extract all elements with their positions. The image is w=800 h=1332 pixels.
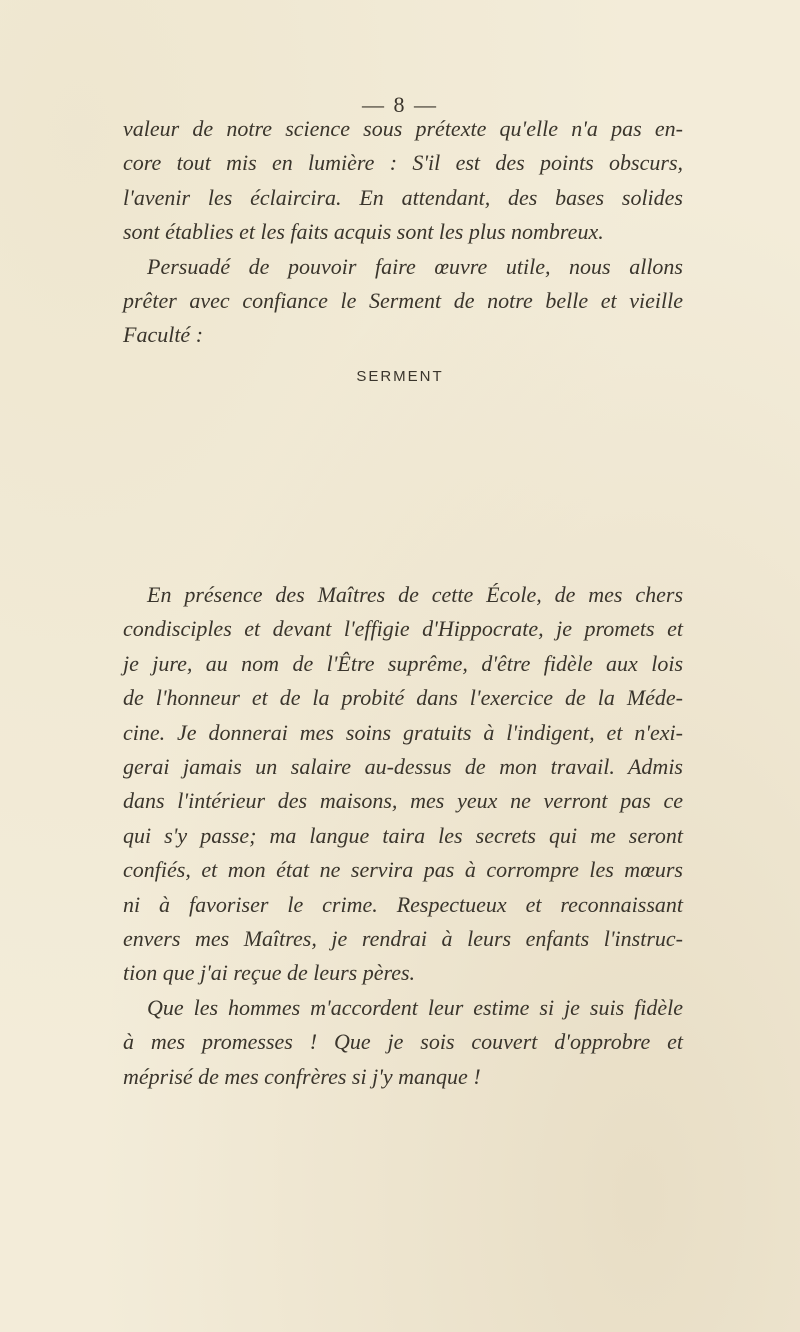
oath-line: à mes promesses ! Que je sois couvert d'opprobre et [123, 1029, 683, 1055]
oath-line: je jure, au nom de l'Être suprême, d'être fidèle aux lois [123, 650, 683, 676]
oath-heading: SERMENT [356, 368, 444, 385]
page-number: — 8 — [362, 92, 438, 117]
oath-line: méprisé de mes confrères si j'y manque ! [123, 1063, 481, 1089]
oath-line: de l'honneur et de la probité dans l'exercice de la Méde- [123, 685, 683, 711]
oath-line: envers mes Maîtres, je rendrai à leurs enfants l'instruc- [123, 926, 683, 952]
intro-line: Persuadé de pouvoir faire œuvre utile, nous allons [147, 253, 683, 279]
oath-line: gerai jamais un salaire au-dessus de mon travail. Admis [123, 754, 683, 780]
intro-line: l'avenir les éclaircira. En attendant, des bases solides [123, 184, 683, 210]
oath-line: ni à favoriser le crime. Respectueux et reconnaissant [123, 891, 683, 917]
intro-paragraph [123, 112, 683, 353]
oath-line: dans l'intérieur des maisons, mes yeux ne verront pas ce [123, 788, 683, 814]
intro-line: Faculté : [123, 322, 204, 348]
intro-line: sont établies et les faits acquis sont les plus nombreux. [123, 219, 604, 245]
intro-line: prêter avec confiance le Serment de notre belle et vieille [123, 288, 683, 314]
oath-line: confiés, et mon état ne servira pas à corrompre les mœurs [123, 857, 683, 883]
oath-line: Que les hommes m'accordent leur estime si je suis fidèle [147, 994, 683, 1020]
oath-paragraph [123, 578, 683, 1094]
intro-line: core tout mis en lumière : S'il est des points obscurs, [123, 150, 683, 176]
oath-line: tion que j'ai reçue de leurs pères. [123, 960, 416, 986]
oath-line: qui s'y passe; ma langue taira les secrets qui me seront [123, 822, 683, 848]
intro-line: valeur de notre science sous prétexte qu'elle n'a pas en- [123, 116, 683, 141]
oath-line: cine. Je donnerai mes soins gratuits à l'indigent, et n'exi- [123, 719, 683, 745]
oath-line: En présence des Maîtres de cette École, de mes chers [147, 582, 683, 607]
oath-line: condisciples et devant l'effigie d'Hippocrate, je promets et [123, 616, 683, 642]
